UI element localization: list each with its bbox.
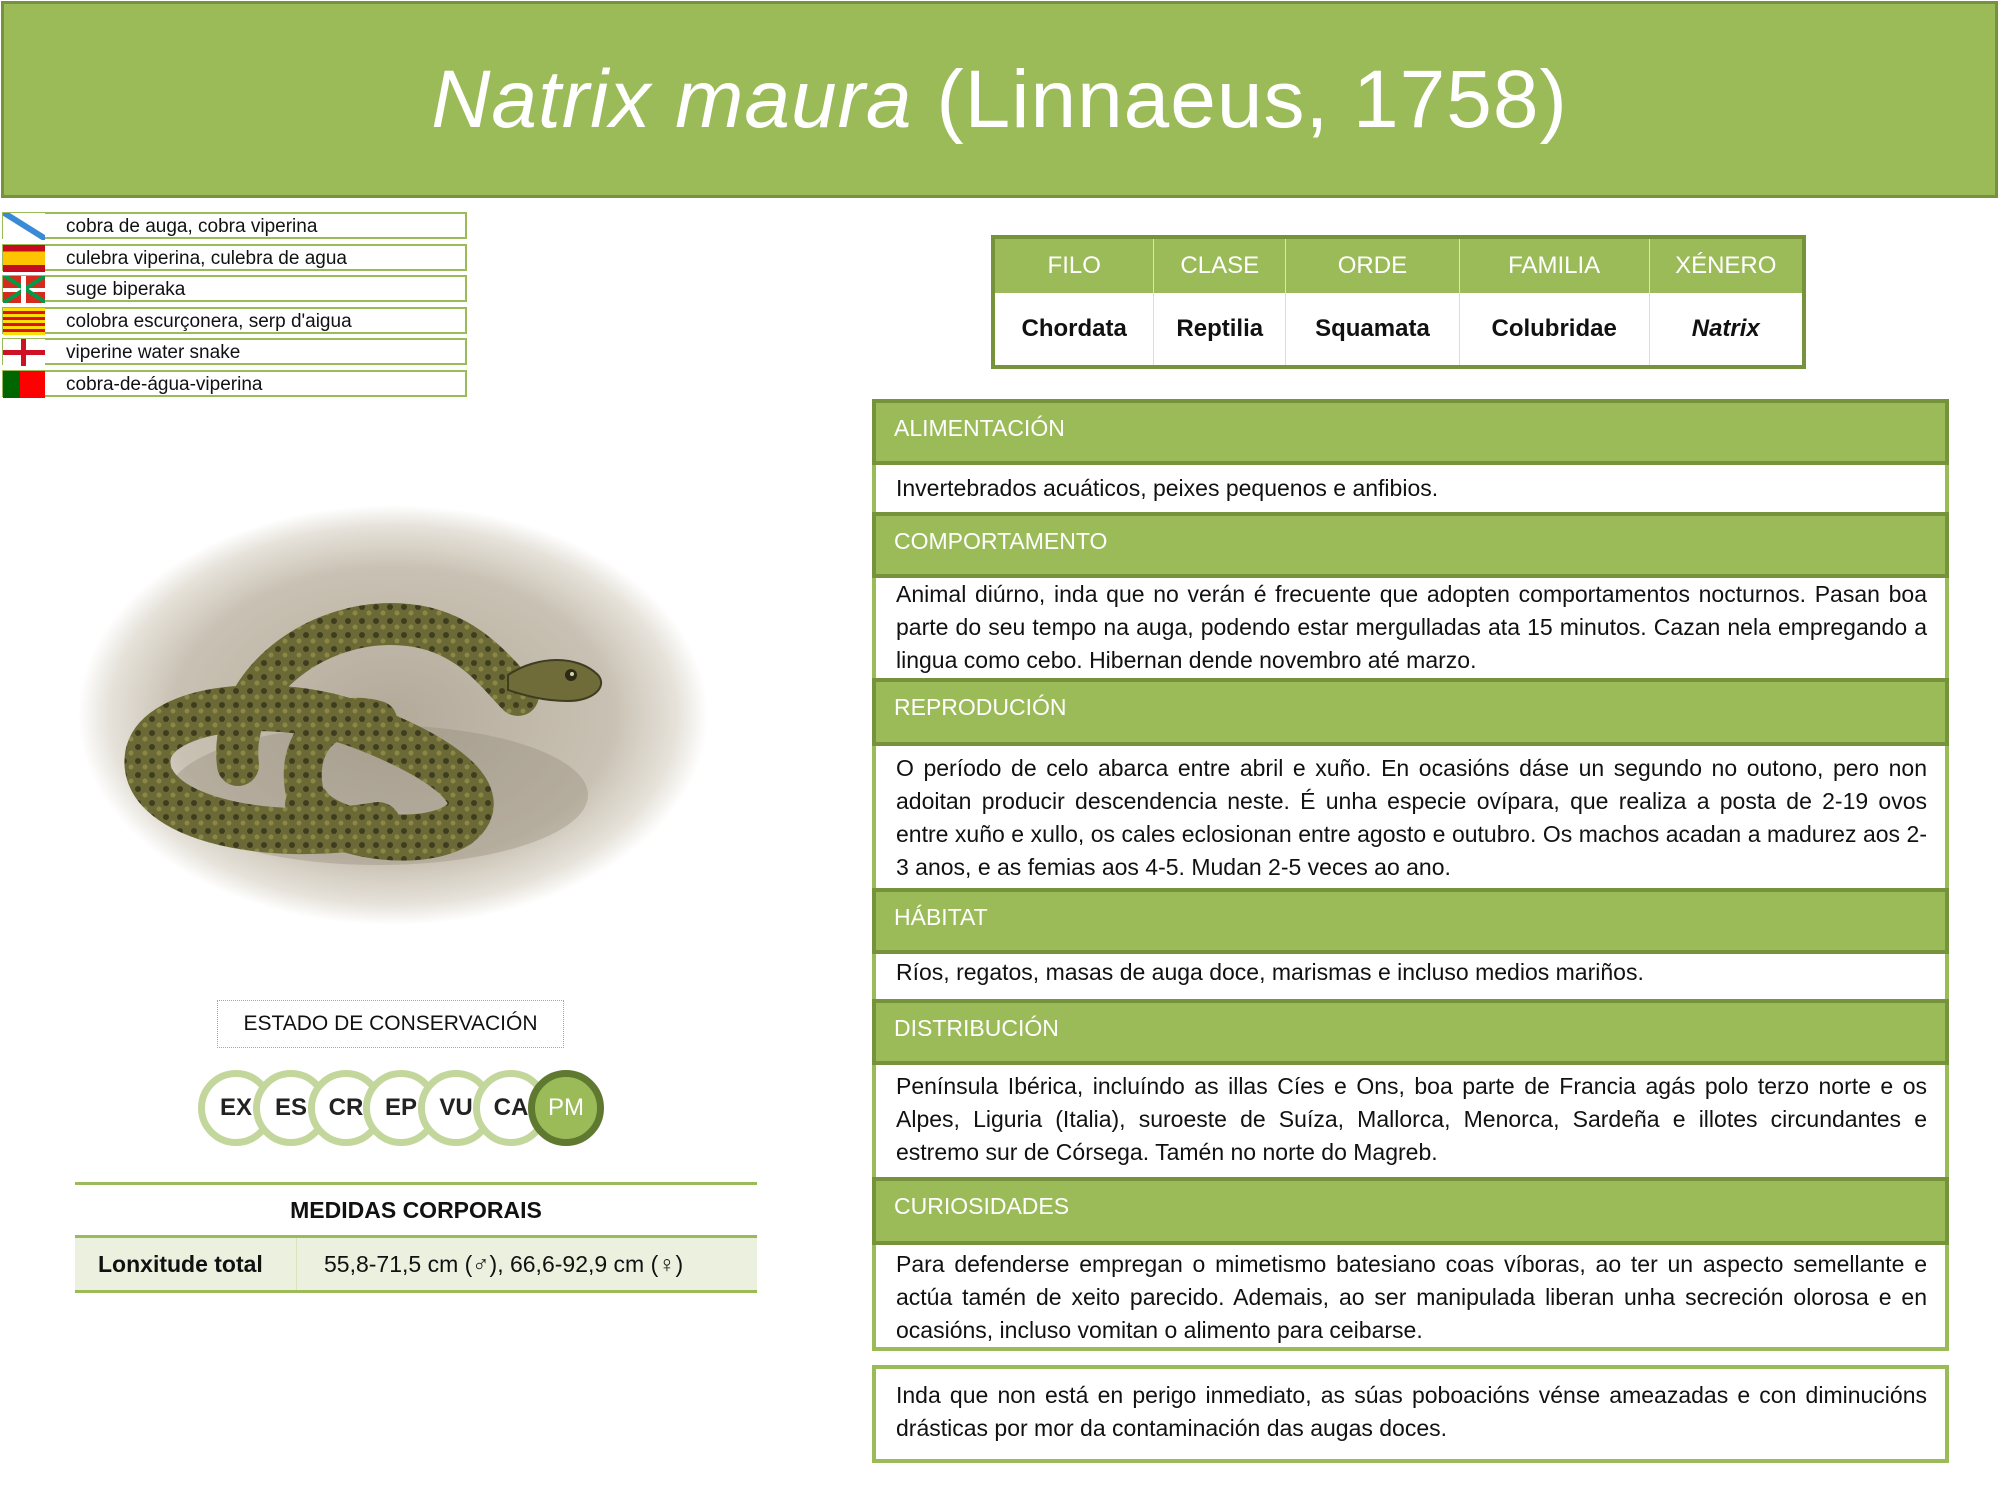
common-name-catalan bbox=[2, 307, 467, 334]
section-title-habitat: HÁBITAT bbox=[872, 888, 1949, 954]
status-ex: EX bbox=[198, 1070, 274, 1146]
taxonomy-value-orde: Squamata bbox=[1286, 293, 1460, 365]
england-flag-icon bbox=[3, 339, 45, 366]
section-title-reproducion: REPRODUCIÓN bbox=[872, 678, 1949, 746]
scientific-name: Natrix maura bbox=[431, 53, 913, 145]
section-title-alimentacion: ALIMENTACIÓN bbox=[872, 399, 1949, 465]
section-text-reproducion: O período de celo abarca entre abril e xuño. En ocasións dáse un segundo no outono, pero non adoitan producir descendencia neste. É unha especie ovípara, que realiza a posta de 2-19 ovos entre xuño e xullo, os cales eclosionan entre agosto e outubro. Os machos acadan a madurez aos 2-3 anos, e as femias aos 4-5. Mudan 2-5 veces ao ano. bbox=[872, 746, 1949, 888]
common-name-text: cobra-de-água-viperina bbox=[66, 373, 263, 395]
basque-flag-icon bbox=[3, 276, 45, 303]
section-title-distribucion: DISTRIBUCIÓN bbox=[872, 999, 1949, 1065]
section-title-curiosidades: CURIOSIDADES bbox=[872, 1177, 1949, 1245]
status-cr: CR bbox=[308, 1070, 384, 1146]
status-pm-selected: PM bbox=[528, 1070, 604, 1146]
galicia-flag-icon bbox=[3, 213, 45, 240]
section-text-curiosidades: Para defenderse empregan o mimetismo batesiano coas víboras, ao ter un aspecto semellante e actúa tamén de xeito parecido. Ademais, ao ser manipulada liberan unha secreción olorosa e en ocasións, incluso vomitan o alimento para ceibarse. bbox=[872, 1245, 1949, 1351]
page-title bbox=[431, 53, 1568, 147]
section-text-comportamento: Animal diúrno, inda que no verán é frecuente que adopten comportamentos nocturnos. Pasan boa parte do seu tempo na auga, podendo estar mergulladas ata 15 minutos. Cazan nela empregando a lingua como cebo. Hibernan dende novembro até marzo. bbox=[872, 578, 1949, 678]
status-es: ES bbox=[253, 1070, 329, 1146]
status-ep: EP bbox=[363, 1070, 439, 1146]
portugal-flag-icon bbox=[3, 371, 45, 398]
common-name-english bbox=[2, 338, 467, 365]
taxonomy-value-familia: Colubridae bbox=[1459, 293, 1649, 365]
catalonia-flag-icon bbox=[3, 308, 45, 335]
measures-label: Lonxitude total bbox=[75, 1238, 297, 1290]
common-name-galician bbox=[2, 212, 467, 239]
threats-note: Inda que non está en perigo inmediato, as súas poboacións vénse ameazadas e con diminucións drásticas por mor da contaminación das augas doces. bbox=[872, 1365, 1949, 1463]
common-name-spanish bbox=[2, 244, 467, 271]
conservation-status-label: ESTADO DE CONSERVACIÓN bbox=[217, 1000, 564, 1048]
taxonomy-header-familia: FAMILIA bbox=[1459, 239, 1649, 293]
spain-flag-icon bbox=[3, 245, 45, 272]
taxonomy-value-clase: Reptilia bbox=[1154, 293, 1286, 365]
common-name-text: viperine water snake bbox=[66, 342, 241, 364]
common-name-text: culebra viperina, culebra de agua bbox=[66, 247, 347, 269]
measures-title: MEDIDAS CORPORAIS bbox=[290, 1196, 542, 1223]
section-text-alimentacion: Invertebrados acuáticos, peixes pequenos e anfibios. bbox=[872, 465, 1949, 512]
measures-row bbox=[75, 1238, 757, 1290]
status-vu: VU bbox=[418, 1070, 494, 1146]
taxonomy-value-xenero: Natrix bbox=[1691, 315, 1760, 342]
taxonomy-table bbox=[991, 235, 1806, 369]
taxonomy-value-filo: Chordata bbox=[995, 293, 1154, 365]
snake-photo bbox=[78, 505, 708, 925]
taxonomy-header-filo: FILO bbox=[995, 239, 1154, 293]
measures-value: 55,8-71,5 cm (♂), 66,6-92,9 cm (♀) bbox=[324, 1250, 684, 1277]
common-name-basque bbox=[2, 275, 467, 302]
species-authority: (Linnaeus, 1758) bbox=[936, 53, 1568, 145]
common-name-text: colobra escurçonera, serp d'aigua bbox=[66, 310, 352, 332]
section-text-habitat: Ríos, regatos, masas de auga doce, marismas e incluso medios mariños. bbox=[872, 954, 1949, 999]
common-name-text: cobra de auga, cobra viperina bbox=[66, 216, 318, 237]
taxonomy-header-xenero: XÉNERO bbox=[1649, 239, 1802, 293]
common-name-text: suge biperaka bbox=[66, 279, 186, 301]
section-title-comportamento: COMPORTAMENTO bbox=[872, 512, 1949, 578]
taxonomy-header-orde: ORDE bbox=[1286, 239, 1460, 293]
common-name-portuguese bbox=[2, 370, 467, 397]
taxonomy-header-clase: CLASE bbox=[1154, 239, 1286, 293]
status-ca: CA bbox=[473, 1070, 549, 1146]
common-names-list bbox=[2, 212, 467, 402]
page-header bbox=[1, 1, 1998, 198]
body-measures bbox=[75, 1182, 757, 1293]
section-text-distribucion: Península Ibérica, incluíndo as illas Cíes e Ons, boa parte de Francia agás polo terzo norte e os Alpes, Liguria (Italia), suroeste de Suíza, Mallorca, Menorca, Sardeña e illotes circundantes e estremo sur de Córsega. Tamén no norte do Magreb. bbox=[872, 1065, 1949, 1177]
conservation-scale bbox=[198, 1070, 618, 1146]
